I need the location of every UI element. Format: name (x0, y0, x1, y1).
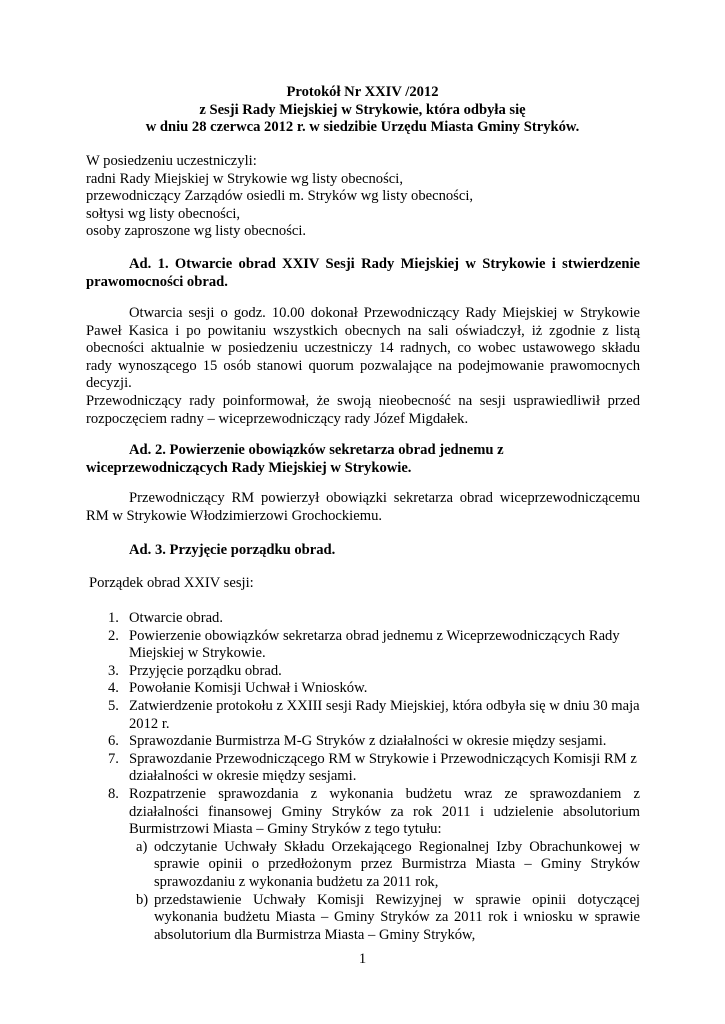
list-subitem-text: odczytanie Uchwały Składu Orzekającego Regionalnej Izby Obrachunkowej w sprawie opinii o przedłożonym przez Burmistrza Miasta – Gminy Stryków sprawozdaniu z wykonania budżetu za 2011 rok, (154, 838, 640, 890)
list-item-text: Powołanie Komisji Uchwał i Wniosków. (129, 680, 368, 697)
list-item-number: 5. (108, 697, 119, 714)
list-item-text: Sprawozdanie Przewodniczącego RM w Strykowie i Przewodniczących Komisji RM z działalności w okresie między sesjami. (129, 750, 637, 785)
list-item-text: Powierzenie obowiązków sekretarza obrad jednemu z Wiceprzewodniczących Rady Miejskiej w Strykowie. (129, 627, 620, 662)
agenda-intro: Porządek obrad XXIV sesji: (89, 575, 254, 591)
list-item (86, 680, 640, 698)
participant-item: osoby zaproszone wg listy obecności. (86, 223, 307, 240)
ad1-paragraph-2: Przewodniczący rady poinformował, że swoją nieobecność na sesji usprawiedliwił przed rozpoczęciem radny – wiceprzewodniczący rady Józef Migdałek. (86, 393, 640, 427)
list-item (86, 663, 640, 681)
list-subitem-letter: b) (136, 891, 149, 908)
list-item-text: Sprawozdanie Burmistrza M-G Stryków z działalności w okresie między sesjami. (129, 733, 607, 750)
ad2-paragraph: Przewodniczący RM powierzył obowiązki sekretarza obrad wiceprzewodniczącemu RM w Strykowie Włodzimierzowi Grochockiemu. (86, 490, 640, 524)
list-item-number: 4. (108, 680, 119, 697)
agenda-list (86, 610, 640, 944)
page-number: 1 (358, 951, 367, 967)
ad2-heading-line-1: Ad. 2. Powierzenie obowiązków sekretarza obrad jednemu z (129, 442, 504, 458)
list-item-text: Otwarcie obrad. (129, 610, 224, 626)
title-line-1: Protokół Nr XXIV /2012 (286, 84, 439, 100)
participants-section (86, 153, 640, 241)
ad2-heading (86, 442, 640, 477)
list-item-number: 2. (108, 627, 119, 644)
participant-item: sołtysi wg listy obecności, (86, 205, 241, 222)
list-item-number: 7. (108, 750, 119, 767)
participants-intro: W posiedzeniu uczestniczyli: (86, 153, 257, 169)
list-item-text: Przyjęcie porządku obrad. (129, 662, 282, 679)
list-subitem-letter: a) (136, 838, 148, 855)
list-subitem (86, 839, 640, 892)
participant-item: radni Rady Miejskiej w Strykowie wg listy obecności, (86, 170, 403, 187)
list-item (86, 786, 640, 839)
list-subitem (86, 892, 640, 945)
list-item-number: 8. (108, 785, 119, 802)
list-item (86, 733, 640, 751)
list-item-number: 3. (108, 662, 119, 679)
list-item-text: Zatwierdzenie protokołu z XXIII sesji Rady Miejskiej, która odbyła się w dniu 30 maja 2012 r. (129, 697, 640, 732)
list-item-number: 6. (108, 733, 119, 750)
ad1-paragraph-1: Otwarcia sesji o godz. 10.00 dokonał Przewodniczący Rady Miejskiej w Strykowie Paweł Kasica i po powitaniu wszystkich obecnych na sali oświadczył, iż zgodnie z listą obecności aktualnie w posiedzeniu uczestniczy 14 radnych, co wobec ustawowego składu rady wynoszącego 15 osób stanowi quorum pozwalające na podejmowanie prawomocnych decyzji. (86, 305, 640, 392)
title-line-3: w dniu 28 czerwca 2012 r. w siedzibie Urzędu Miasta Gminy Stryków. (145, 119, 580, 136)
document-title (0, 84, 725, 137)
list-item (86, 628, 640, 663)
list-subitem-text: przedstawienie Uchwały Komisji Rewizyjnej w sprawie opinii dotyczącej wykonania budżetu Miasta – Gminy Stryków za 2011 rok i wniosku w sprawie absolutorium dla Burmistrza Miasta – Gminy Stryków, (154, 891, 640, 943)
list-item-number: 1. (108, 610, 119, 626)
title-line-2: z Sesji Rady Miejskiej w Strykowie, która odbyła się (199, 101, 526, 118)
list-item (86, 698, 640, 733)
ad3-heading: Ad. 3. Przyjęcie porządku obrad. (129, 542, 336, 558)
list-item (86, 751, 640, 786)
list-item (86, 610, 640, 628)
participant-item: przewodniczący Zarządów osiedli m. Stryków wg listy obecności, (86, 188, 474, 205)
ad1-heading: Ad. 1. Otwarcie obrad XXIV Sesji Rady Miejskiej w Strykowie i stwierdzenie prawomocności obrad. (86, 256, 640, 290)
list-item-text: Rozpatrzenie sprawozdania z wykonania budżetu wraz ze sprawozdaniem z działalności finansowej Gminy Stryków za rok 2011 i udzielenie absolutorium Burmistrzowi Miasta – Gminy Stryków z tego tytułu: (129, 785, 640, 838)
ad2-heading-line-2: wiceprzewodniczących Rady Miejskiej w Strykowie. (86, 459, 412, 476)
